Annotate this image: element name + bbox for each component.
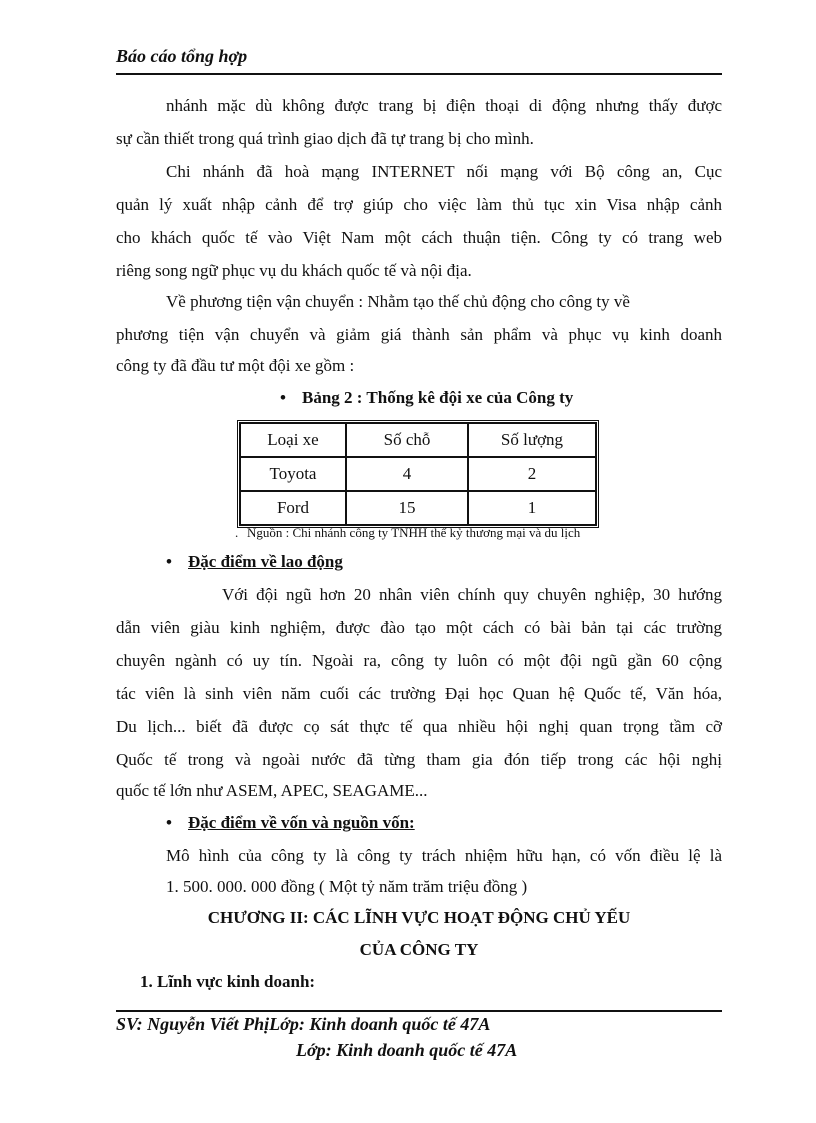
capital-heading-text: Đặc điểm về vốn và nguồn vốn: — [188, 813, 415, 832]
chapter-title: CHƯƠNG II: CÁC LĨNH VỰC HOẠT ĐỘNG CHỦ YẾU — [207, 908, 631, 927]
section-title: Lĩnh vực kinh doanh: — [157, 972, 316, 991]
paragraph-line: Mô hình của công ty là công ty trách nhiệm hữu hạn, có vốn điều lệ là — [166, 846, 722, 865]
table-header-cell: Số chỗ — [346, 423, 468, 457]
footer-line-2: Lớp: Kinh doanh quốc tế 47A — [296, 1040, 518, 1060]
table-source — [235, 525, 581, 541]
table-header-cell: Số lượng — [468, 423, 596, 457]
paragraph-line: chuyên ngành có uy tín. Ngoài ra, công ty luôn có một đội ngũ gần 60 cộng — [116, 651, 722, 670]
labor-heading — [166, 552, 343, 572]
paragraph-line: tác viên là sinh viên năm cuối các trường Đại học Quan hệ Quốc tế, Văn hóa, — [116, 684, 722, 703]
paragraph-line: Du lịch... biết đã được cọ sát thực tế qua nhiều hội nghị quan trọng tầm cỡ — [116, 717, 722, 736]
table-cell: Ford — [240, 491, 346, 525]
table-caption — [280, 388, 573, 408]
section-number: 1. — [140, 972, 153, 991]
bullet-icon: • — [166, 552, 172, 571]
table-cell: 2 — [468, 457, 596, 491]
labor-heading-text: Đặc điểm về lao động — [188, 552, 343, 571]
paragraph-line: nhánh mặc dù không được trang bị điện thoại di động nhưng thấy được — [166, 96, 722, 115]
bullet-icon: • — [166, 813, 172, 832]
header-divider — [116, 73, 722, 75]
fleet-table — [237, 420, 599, 528]
dot-icon: . — [235, 525, 239, 540]
table-row — [240, 491, 596, 525]
table-cell: 15 — [346, 491, 468, 525]
paragraph-line: Với đội ngũ hơn 20 nhân viên chính quy chuyên nghiệp, 30 hướng — [222, 585, 722, 604]
table-header-row — [240, 423, 596, 457]
table-cell: 1 — [468, 491, 596, 525]
table-cell: 4 — [346, 457, 468, 491]
footer-divider — [116, 1010, 722, 1012]
table-source-text: Nguồn : Chi nhánh công ty TNHH thế kỷ thương mại và du lịch — [247, 525, 581, 540]
table-header-cell: Loại xe — [240, 423, 346, 457]
paragraph-line: Chi nhánh đã hoà mạng INTERNET nối mạng với Bộ công an, Cục — [166, 162, 722, 181]
paragraph-line: phương tiện vận chuyển và giảm giá thành sản phẩm và phục vụ kinh doanh — [116, 325, 722, 344]
bullet-icon: • — [280, 388, 286, 407]
paragraph-line: dẫn viên giàu kinh nghiệm, được đào tạo một cách có bài bản tại các trường — [116, 618, 722, 637]
header-title: Báo cáo tổng hợp — [116, 46, 248, 66]
paragraph-line: riêng song ngữ phục vụ du khách quốc tế và nội địa. — [116, 261, 472, 280]
paragraph-line: cho khách quốc tế vào Việt Nam một cách thuận tiện. Công ty có trang web — [116, 228, 722, 247]
table-cell: Toyota — [240, 457, 346, 491]
paragraph-line: sự cần thiết trong quá trình giao dịch đã tự trang bị cho mình. — [116, 129, 534, 148]
paragraph-line: quản lý xuất nhập cảnh để trợ giúp cho việc làm thủ tục xin Visa nhập cảnh — [116, 195, 722, 214]
table-caption-text: Bảng 2 : Thống kê đội xe của Công ty — [302, 388, 574, 407]
paragraph-line: quốc tế lớn như ASEM, APEC, SEAGAME... — [116, 781, 428, 800]
paragraph-line: Quốc tế trong và ngoài nước đã từng tham gia đón tiếp trong các hội nghị — [116, 750, 722, 769]
table-row — [240, 457, 596, 491]
footer-line-1: SV: Nguyễn Viết PhịLớp: Kinh doanh quốc tế 47A — [116, 1014, 491, 1034]
paragraph-line: 1. 500. 000. 000 đồng ( Một tỷ năm trăm triệu đồng ) — [166, 877, 528, 896]
capital-heading — [166, 813, 415, 833]
paragraph-line: Về phương tiện vận chuyển : Nhằm tạo thế chủ động cho công ty về — [166, 292, 630, 311]
section-heading — [140, 972, 315, 992]
paragraph-line: công ty đã đầu tư một đội xe gồm : — [116, 356, 355, 375]
chapter-subtitle: CỦA CÔNG TY — [359, 940, 479, 959]
